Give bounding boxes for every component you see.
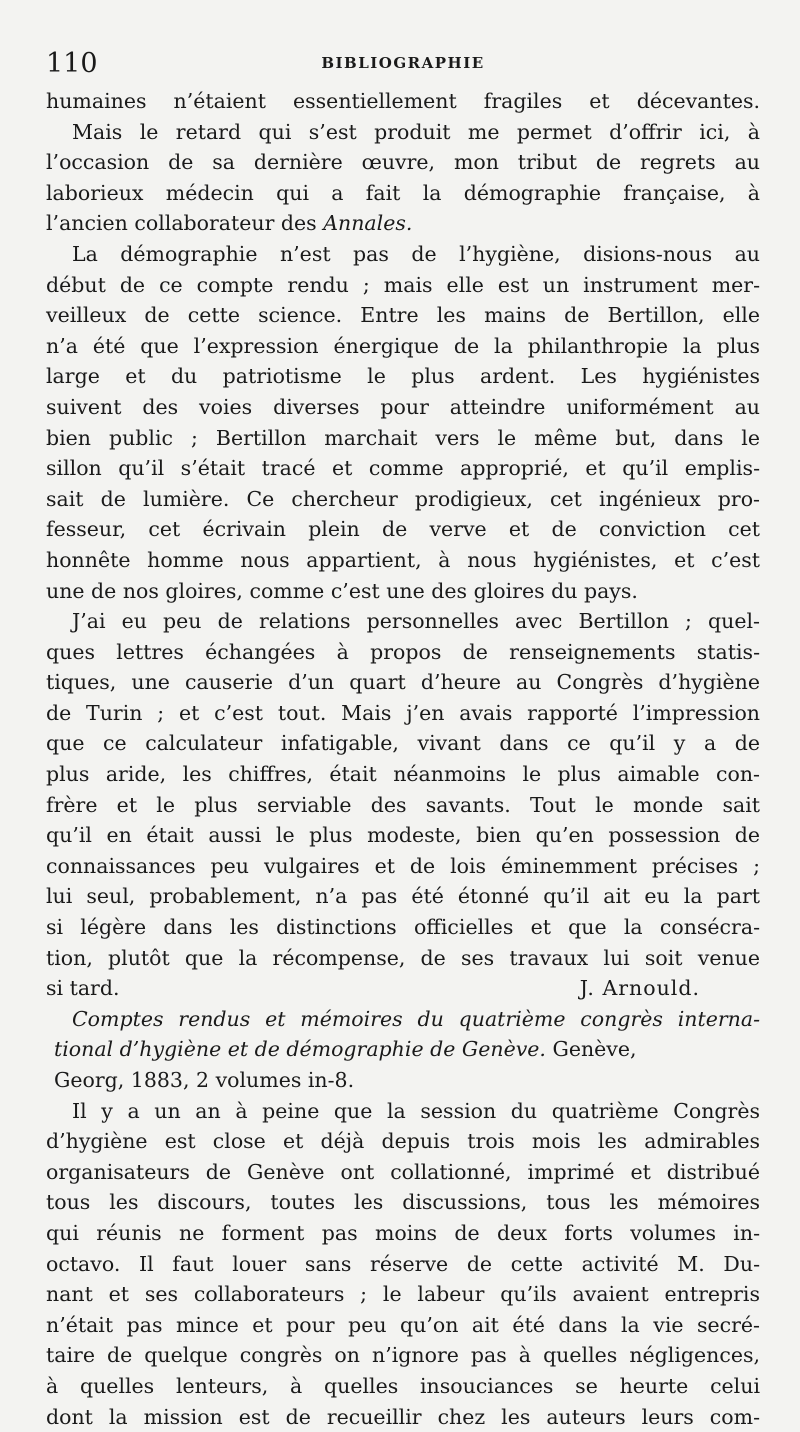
author-signature: J. Arnould. xyxy=(579,976,700,1001)
citation-title-cont xyxy=(46,1034,760,1065)
text-line: d’hygiène est close et déjà depuis trois mois les admirables xyxy=(46,1129,760,1154)
text-line: suivent des voies diverses pour atteindre uniformément au xyxy=(46,394,760,419)
text-fragment: l’ancien collaborateur des xyxy=(46,211,324,236)
citation-italic: tional d’hygiène et de démographie de Genève. xyxy=(54,1037,546,1062)
text-line: fesseur, cet écrivain plein de verve et de conviction cet xyxy=(46,517,760,542)
text-line: l’occasion de sa dernière œuvre, mon tribut de regrets au xyxy=(46,150,760,175)
page-number: 110 xyxy=(46,48,98,79)
text-fragment: si tard. xyxy=(46,976,120,1001)
journal-name: Annales. xyxy=(323,211,413,236)
text-line: organisateurs de Genève ont collationné, imprimé et distribué xyxy=(46,1159,760,1184)
signature-line xyxy=(46,973,760,1004)
text-line: veilleux de cette science. Entre les mains de Bertillon, elle xyxy=(46,303,760,328)
text-line: Il y a un an à peine que la session du quatrième Congrès xyxy=(72,1098,760,1123)
text-line: que ce calculateur infatigable, vivant dans ce qu’il y a de xyxy=(46,731,760,756)
text-line: lui seul, probablement, n’a pas été étonné qu’il ait eu la part xyxy=(46,884,760,909)
text-line: laborieux médecin qui a fait la démographie française, à xyxy=(46,180,760,205)
text-line: de Turin ; et c’est tout. Mais j’en avais rapporté l’impression xyxy=(46,700,760,725)
text-line: tous les discours, toutes les discussions, tous les mémoires xyxy=(46,1190,760,1215)
text-line: qui réunis ne forment pas moins de deux forts volumes in- xyxy=(46,1220,760,1245)
text-line: sillon qu’il s’était tracé et comme approprié, et qu’il emplis- xyxy=(46,456,760,481)
text-line: J’ai eu peu de relations personnelles avec Bertillon ; quel- xyxy=(72,609,760,634)
text-line: La démographie n’est pas de l’hygiène, disions-nous au xyxy=(72,241,760,266)
text-line: tion, plutôt que la récompense, de ses travaux lui soit venue xyxy=(46,945,760,970)
text-line: une de nos gloires, comme c’est une des gloires du pays. xyxy=(46,578,638,603)
text-line: à quelles lenteurs, à quelles insouciances se heurte celui xyxy=(46,1373,760,1398)
text-line: frère et le plus serviable des savants. Tout le monde sait xyxy=(46,792,760,817)
text-line: connaissances peu vulgaires et de lois éminemment précises ; xyxy=(46,853,760,878)
text-line: tiques, une causerie d’un quart d’heure au Congrès d’hygiène xyxy=(46,670,760,695)
text-line: Mais le retard qui s’est produit me permet d’offrir ici, à xyxy=(72,119,760,144)
citation-title: Comptes rendus et mémoires du quatrième congrès interna- xyxy=(72,1006,760,1031)
text-line: n’était pas mince et pour peu qu’on ait été dans la vie secré- xyxy=(46,1312,760,1337)
body-text xyxy=(46,86,760,1432)
text-line: plus aride, les chiffres, était néanmoins le plus aimable con- xyxy=(46,762,760,787)
text-line: octavo. Il faut louer sans réserve de cette activité M. Du- xyxy=(46,1251,760,1276)
text-line: nant et ses collaborateurs ; le labeur qu’ils avaient entrepris xyxy=(46,1282,760,1307)
citation-place: Genève, xyxy=(545,1037,637,1062)
text-line: bien public ; Bertillon marchait vers le même but, dans le xyxy=(46,425,760,450)
text-line: taire de quelque congrès on n’ignore pas à quelles négligences, xyxy=(46,1343,760,1368)
text-line: sait de lumière. Ce chercheur prodigieux, cet ingénieux pro- xyxy=(46,486,760,511)
text-line: honnête homme nous appartient, à nous hygiénistes, et c’est xyxy=(46,547,760,572)
text-line: humaines n’étaient essentiellement fragiles et décevantes. xyxy=(46,89,760,113)
page-header xyxy=(46,48,760,88)
text-line: dont la mission est de recueillir chez les auteurs leurs com- xyxy=(46,1404,760,1429)
citation-publisher: Georg, 1883, 2 volumes in-8. xyxy=(54,1068,355,1092)
running-title: BIBLIOGRAPHIE xyxy=(321,54,485,72)
text-line xyxy=(46,208,760,239)
text-line: si légère dans les distinctions officielles et que la consécra- xyxy=(46,915,760,940)
text-line: début de ce compte rendu ; mais elle est un instrument mer- xyxy=(46,272,760,297)
text-line: large et du patriotisme le plus ardent. Les hygiénistes xyxy=(46,364,760,389)
text-line: ques lettres échangées à propos de renseignements statis- xyxy=(46,639,760,664)
text-line: n’a été que l’expression énergique de la philanthropie la plus xyxy=(46,333,760,358)
text-line: qu’il en était aussi le plus modeste, bien qu’en possession de xyxy=(46,823,760,848)
